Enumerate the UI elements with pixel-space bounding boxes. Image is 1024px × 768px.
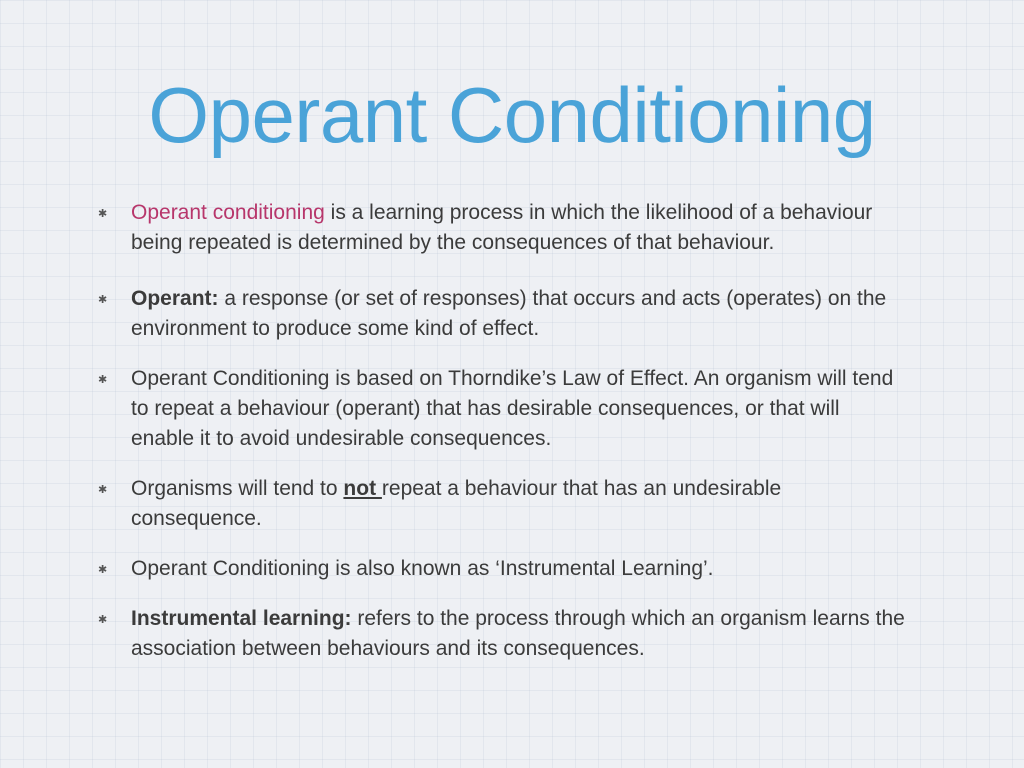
bullet-text: refers to the process through which an organism learns the association between behaviours and its consequences. (131, 607, 905, 660)
bullet-item (98, 198, 906, 258)
asterisk-bullet-icon: ✱ (98, 614, 108, 626)
bullet-item (98, 554, 906, 584)
bullet-text: Operant Conditioning is also known as ‘Instrumental Learning’. (131, 557, 714, 580)
bullet-item (98, 284, 906, 344)
asterisk-bullet-icon: ✱ (98, 374, 108, 386)
bullet-list (98, 198, 906, 664)
asterisk-bullet-icon: ✱ (98, 564, 108, 576)
bullet-text: Operant Conditioning is based on Thorndike’s Law of Effect. An organism will tend to repeat a behaviour (operant) that has desirable consequences, or that will enable it to avoid undesirable consequences. (131, 367, 894, 450)
highlighted-term: Operant conditioning (131, 201, 325, 224)
bold-term: Instrumental learning: (131, 607, 352, 630)
bullet-text: Organisms will tend to (131, 477, 344, 500)
underlined-emphasis: not (343, 477, 382, 500)
asterisk-bullet-icon: ✱ (98, 294, 108, 306)
bullet-text: is a learning process in which the likelihood of a behaviour being repeated is determined by the consequences of that behaviour. (131, 201, 873, 254)
slide-title: Operant Conditioning (148, 71, 876, 159)
bullet-item (98, 604, 906, 664)
bullet-item (98, 364, 906, 454)
bold-term: Operant: (131, 287, 219, 310)
bullet-text: a response (or set of responses) that occurs and acts (operates) on the environment to produce some kind of effect. (131, 287, 887, 340)
bullet-item (98, 474, 906, 534)
asterisk-bullet-icon: ✱ (98, 208, 108, 220)
asterisk-bullet-icon: ✱ (98, 484, 108, 496)
bullet-text: repeat a behaviour that has an undesirable consequence. (131, 477, 782, 530)
